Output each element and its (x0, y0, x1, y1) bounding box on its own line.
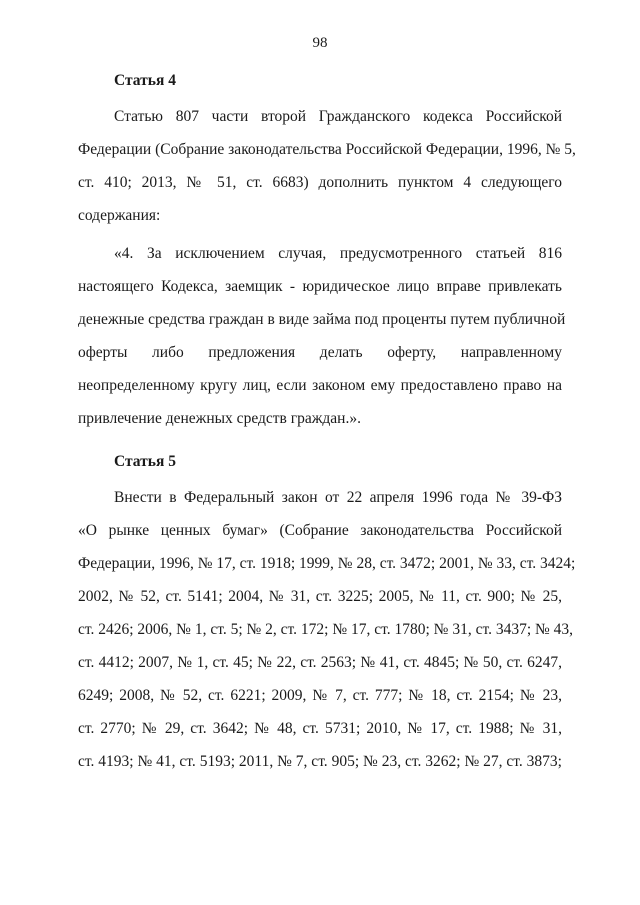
text-line: настоящего Кодекса, заемщик - юридическое лицо вправе привлекать (78, 278, 562, 295)
article-5-heading: Статья 5 (114, 453, 176, 470)
article-4-paragraph-1 (78, 100, 576, 232)
text-line: ст. 4193; № 41, ст. 5193; 2011, № 7, ст. 905; № 23, ст. 3262; № 27, ст. 3873; (78, 753, 562, 770)
text-line: 2002, № 52, ст. 5141; 2004, № 31, ст. 3225; 2005, № 11, ст. 900; № 25, (78, 588, 562, 605)
text-line: содержания: (78, 207, 161, 224)
article-5-paragraph-1 (78, 481, 576, 778)
text-line: денежные средства граждан в виде займа под проценты путем публичной (78, 311, 566, 328)
text-line: оферты либо предложения делать оферту, направленному (78, 344, 562, 361)
article-4-paragraph-2 (78, 237, 566, 435)
text-line: ст. 2770; № 29, ст. 3642; № 48, ст. 5731; 2010, № 17, ст. 1988; № 31, (78, 720, 562, 737)
text-line: ст. 2426; 2006, № 1, ст. 5; № 2, ст. 172; № 17, ст. 1780; № 31, ст. 3437; № 43, (78, 621, 574, 638)
text-line: «4. За исключением случая, предусмотренного статьей 816 (114, 245, 562, 262)
text-line: ст. 410; 2013, № 51, ст. 6683) дополнить пунктом 4 следующего (78, 174, 562, 191)
text-line: 6249; 2008, № 52, ст. 6221; 2009, № 7, ст. 777; № 18, ст. 2154; № 23, (78, 687, 562, 704)
text-line: Федерации (Собрание законодательства Российской Федерации, 1996, № 5, (78, 141, 576, 158)
text-line: ст. 4412; 2007, № 1, ст. 45; № 22, ст. 2563; № 41, ст. 4845; № 50, ст. 6247, (78, 654, 562, 671)
text-line: Внести в Федеральный закон от 22 апреля 1996 года № 39-ФЗ (114, 489, 562, 506)
text-line: привлечение денежных средств граждан.». (78, 410, 361, 427)
text-line: Федерации, 1996, № 17, ст. 1918; 1999, № 28, ст. 3472; 2001, № 33, ст. 3424; (78, 555, 576, 572)
text-line: «О рынке ценных бумаг» (Собрание законодательства Российской (78, 522, 562, 539)
text-line: Статью 807 части второй Гражданского кодекса Российской (114, 108, 562, 125)
text-line: неопределенному кругу лиц, если законом ему предоставлено право на (78, 377, 562, 394)
page-number: 98 (312, 35, 328, 51)
article-4-heading: Статья 4 (114, 72, 176, 89)
